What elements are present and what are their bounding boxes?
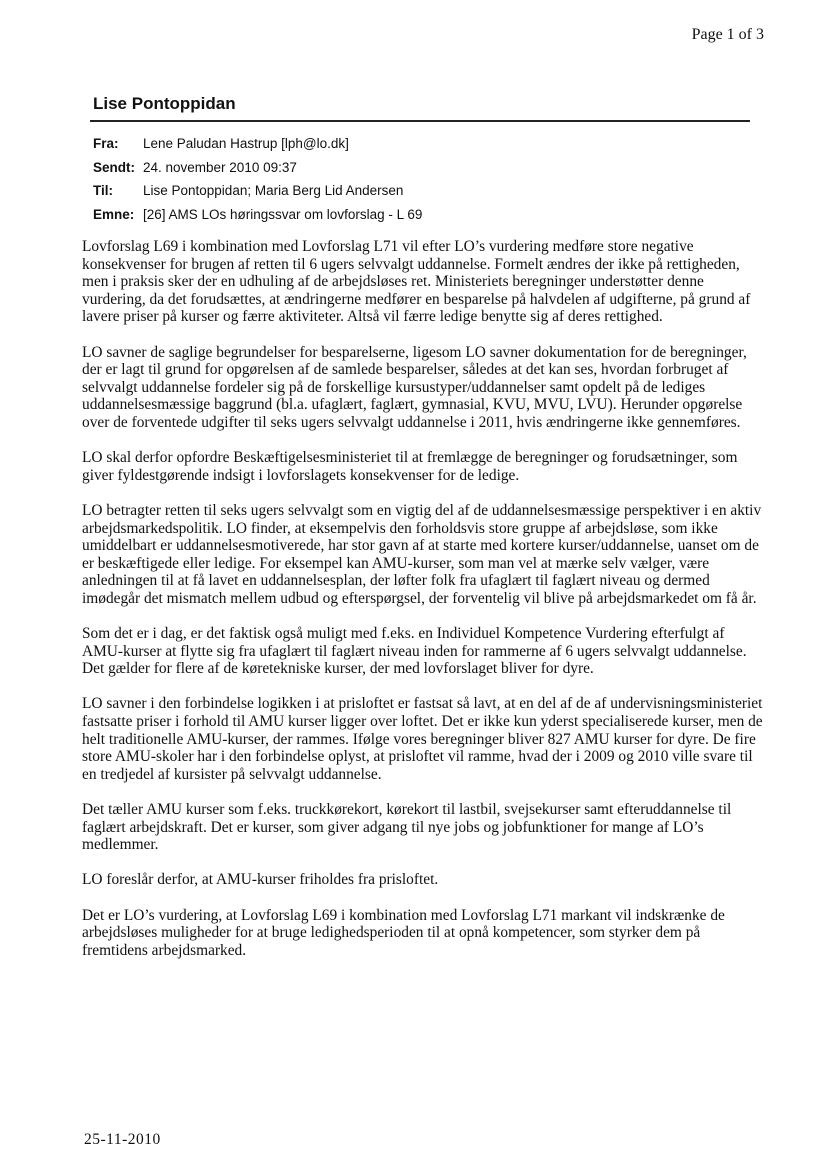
header-value: 24. november 2010 09:37 xyxy=(143,159,297,175)
header-divider xyxy=(90,120,750,122)
footer-date: 25-11-2010 xyxy=(84,1131,161,1148)
header-label: Sendt: xyxy=(93,159,135,175)
header-label: Til: xyxy=(93,183,113,198)
body-paragraph: LO savner i den forbindelse logikken i at prisloftet er fastsat så lavt, at en del af de af undervisningsministeriet fastsatte priser i forhold til AMU kurser ligger over loftet. Det er ikke kun yderst specialiserede kurser, men de helt traditionelle AMU-kurser, der rammes. Ifølge vores beregninger bliver 827 AMU kurser for dyre. De fire store AMU-skoler har i den forbindelse oplyst, at prisloftet vil ramme, hvad der i 2009 og 2010 ville svare til en tredjedel af kursister på selvvalgt uddannelse. xyxy=(82,695,763,783)
header-value: Lene Paludan Hastrup [lph@lo.dk] xyxy=(143,136,349,151)
body-paragraph: Lovforslag L69 i kombination med Lovforslag L71 vil efter LO’s vurdering medføre store negative konsekvenser for brugen af retten til 6 ugers selvvalgt uddannelse. Formelt ændres der ikke på rettigheden, men i praksis sker der en udhuling af de arbejdsløses ret. Ministeriets beregninger understøtter denne vurdering, da det forudsættes, at ændringerne medfører en besparelse på halvdelen af udgifterne, på grund af lavere priser på kurser og færre aktiviteter. Altså vil færre ledige benytte sig af deres rettighed. xyxy=(82,238,751,326)
body-paragraph: Det er LO’s vurdering, at Lovforslag L69 i kombination med Lovforslag L71 markant vil indskrænke de arbejdsløses muligheder for at bruge ledighedsperioden til at opnå kompetencer, som styrker dem på fremtidens arbejdsmarked. xyxy=(82,906,725,959)
header-value: [26] AMS LOs høringssvar om lovforslag - L 69 xyxy=(143,206,423,222)
email-body xyxy=(82,238,768,977)
body-paragraph: Som det er i dag, er det faktisk også muligt med f.eks. en Individuel Kompetence Vurdering efterfulgt af AMU-kurser at flytte sig fra ufaglært til faglært niveau inden for rammerne af 6 ugers selvvalgt uddannelse. Det gælder for flere af de køretekniske kurser, der med lovforslaget bliver for dyre. xyxy=(82,625,747,678)
body-paragraph: Det tæller AMU kurser som f.eks. truckkørekort, kørekort til lastbil, svejsekurser samt efteruddannelse til faglært arbejdskraft. Det er kurser, som giver adgang til nye jobs og jobfunktioner for mange af LO’s medlemmer. xyxy=(82,801,732,854)
email-headers xyxy=(93,132,422,226)
header-sent xyxy=(93,156,422,180)
header-label: Emne: xyxy=(93,206,135,222)
body-paragraph: LO savner de saglige begrundelser for besparelserne, ligesom LO savner dokumentation for de beregninger, der er lagt til grund for opgørelsen af de samlede besparelser, således at det kan ses, hvordan forbruget af selvvalgt uddannelse fordeler sig på de forskellige kursustyper/uddannelser samt opdelt på de lediges uddannelsesmæssige baggrund (bl.a. ufaglært, faglært, gymnasial, KVU, MVU, LVU). Herunder opgørelse over de forventede udgifter til seks ugers selvvalgt uddannelse i 2011, hvis ændringerne ikke gennemføres. xyxy=(82,343,747,431)
header-from xyxy=(93,132,422,156)
page-number: Page 1 of 3 xyxy=(691,26,764,43)
header-label: Fra: xyxy=(93,136,119,151)
header-subject xyxy=(93,203,422,227)
body-paragraph: LO betragter retten til seks ugers selvvalgt som en vigtig del af de uddannelsesmæssige perspektiver i en aktiv arbejdsmarkedspolitik. LO finder, at eksempelvis den forholdsvis store gruppe af arbejdsløse, som ikke umiddelbart er uddannelsesmotiverede, har stor gavn af at starte med kortere kurser/uddannelse, uanset om de er beskæftigede eller ledige. For eksempel kan AMU-kurser, som man vel at mærke selv vælger, være anledningen til at få lavet en uddannelsesplan, der løfter folk fra ufaglært til faglært niveau og dermed imødegår det mismatch mellem udbud og efterspørgsel, der forventelig vil blive på arbejdsmarkedet om få år. xyxy=(82,501,762,607)
header-value: Lise Pontoppidan; Maria Berg Lid Andersen xyxy=(143,183,404,198)
sender-name: Lise Pontoppidan xyxy=(93,94,236,113)
body-paragraph: LO foreslår derfor, at AMU-kurser friholdes fra prisloftet. xyxy=(82,871,439,889)
header-to xyxy=(93,179,422,203)
body-paragraph: LO skal derfor opfordre Beskæftigelsesministeriet til at fremlægge de beregninger og forudsætninger, som giver fyldestgørende indsigt i lovforslagets konsekvenser for de ledige. xyxy=(82,449,738,484)
